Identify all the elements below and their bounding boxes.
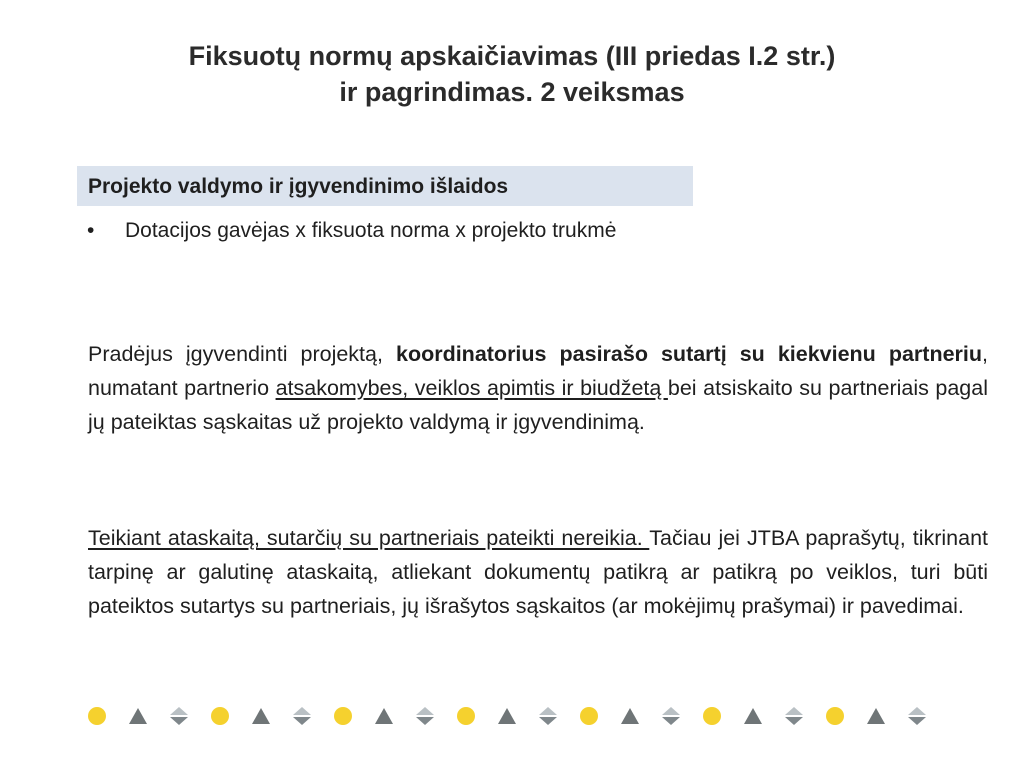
yellow-circle-icon (824, 705, 846, 727)
slide-title (60, 38, 964, 110)
paragraph-1-part-2: , numatant partnerio (88, 342, 989, 400)
gray-diamond-icon (906, 705, 928, 727)
yellow-circle-icon (332, 705, 354, 727)
paragraph-1-part-3: bei atsiskaito su partneriais pagal jų pateiktas sąskaitas už projekto valdymą ir įgyvendinimą. (88, 376, 989, 434)
yellow-circle-icon (209, 705, 231, 727)
paragraph-1 (88, 337, 988, 439)
yellow-circle-icon (578, 705, 600, 727)
paragraph-1-part-1: Pradėjus įgyvendinti projektą, (88, 342, 396, 366)
gray-triangle-icon (496, 705, 518, 727)
paragraph-1-bold: koordinatorius pasirašo sutartį su kiekvienu partneriu (395, 342, 983, 366)
paragraph-2 (88, 521, 988, 623)
paragraph-1-underlined: atsakomybes, veiklos apimtis ir biudžetą (275, 376, 668, 400)
gray-triangle-icon (865, 705, 887, 727)
gray-triangle-icon (127, 705, 149, 727)
paragraph-2-underlined: Teikiant ataskaitą, sutarčių su partneriais pateikti nereikia. (88, 526, 650, 550)
gray-triangle-icon (373, 705, 395, 727)
gray-diamond-icon (168, 705, 190, 727)
paragraph-2-rest: Tačiau jei JTBA paprašytų, tikrinant tarpinę ar galutinę ataskaitą, atliekant dokumentų patikrą ar patikrą po veiklos, turi būti pateiktos sutartys su partneriais, jų išrašytos sąskaitos (ar mokėjimų prašymai) ir pavedimai. (88, 526, 989, 618)
bullet-item (87, 216, 616, 246)
gray-diamond-icon (537, 705, 559, 727)
gray-triangle-icon (250, 705, 272, 727)
slide-title-line-1: Fiksuotų normų apskaičiavimas (III priedas I.2 str.) (188, 41, 836, 71)
yellow-circle-icon (86, 705, 108, 727)
yellow-circle-icon (455, 705, 477, 727)
decorative-shape-row (86, 705, 947, 727)
section-header: Projekto valdymo ir įgyvendinimo išlaidos (77, 166, 693, 206)
gray-diamond-icon (783, 705, 805, 727)
bullet-text: Dotacijos gavėjas x fiksuota norma x projekto trukmė (125, 219, 617, 242)
gray-diamond-icon (291, 705, 313, 727)
yellow-circle-icon (701, 705, 723, 727)
gray-triangle-icon (742, 705, 764, 727)
gray-diamond-icon (414, 705, 436, 727)
gray-triangle-icon (619, 705, 641, 727)
bullet-dot: • (87, 219, 95, 242)
slide-title-line-2: ir pagrindimas. 2 veiksmas (339, 77, 685, 107)
gray-diamond-icon (660, 705, 682, 727)
